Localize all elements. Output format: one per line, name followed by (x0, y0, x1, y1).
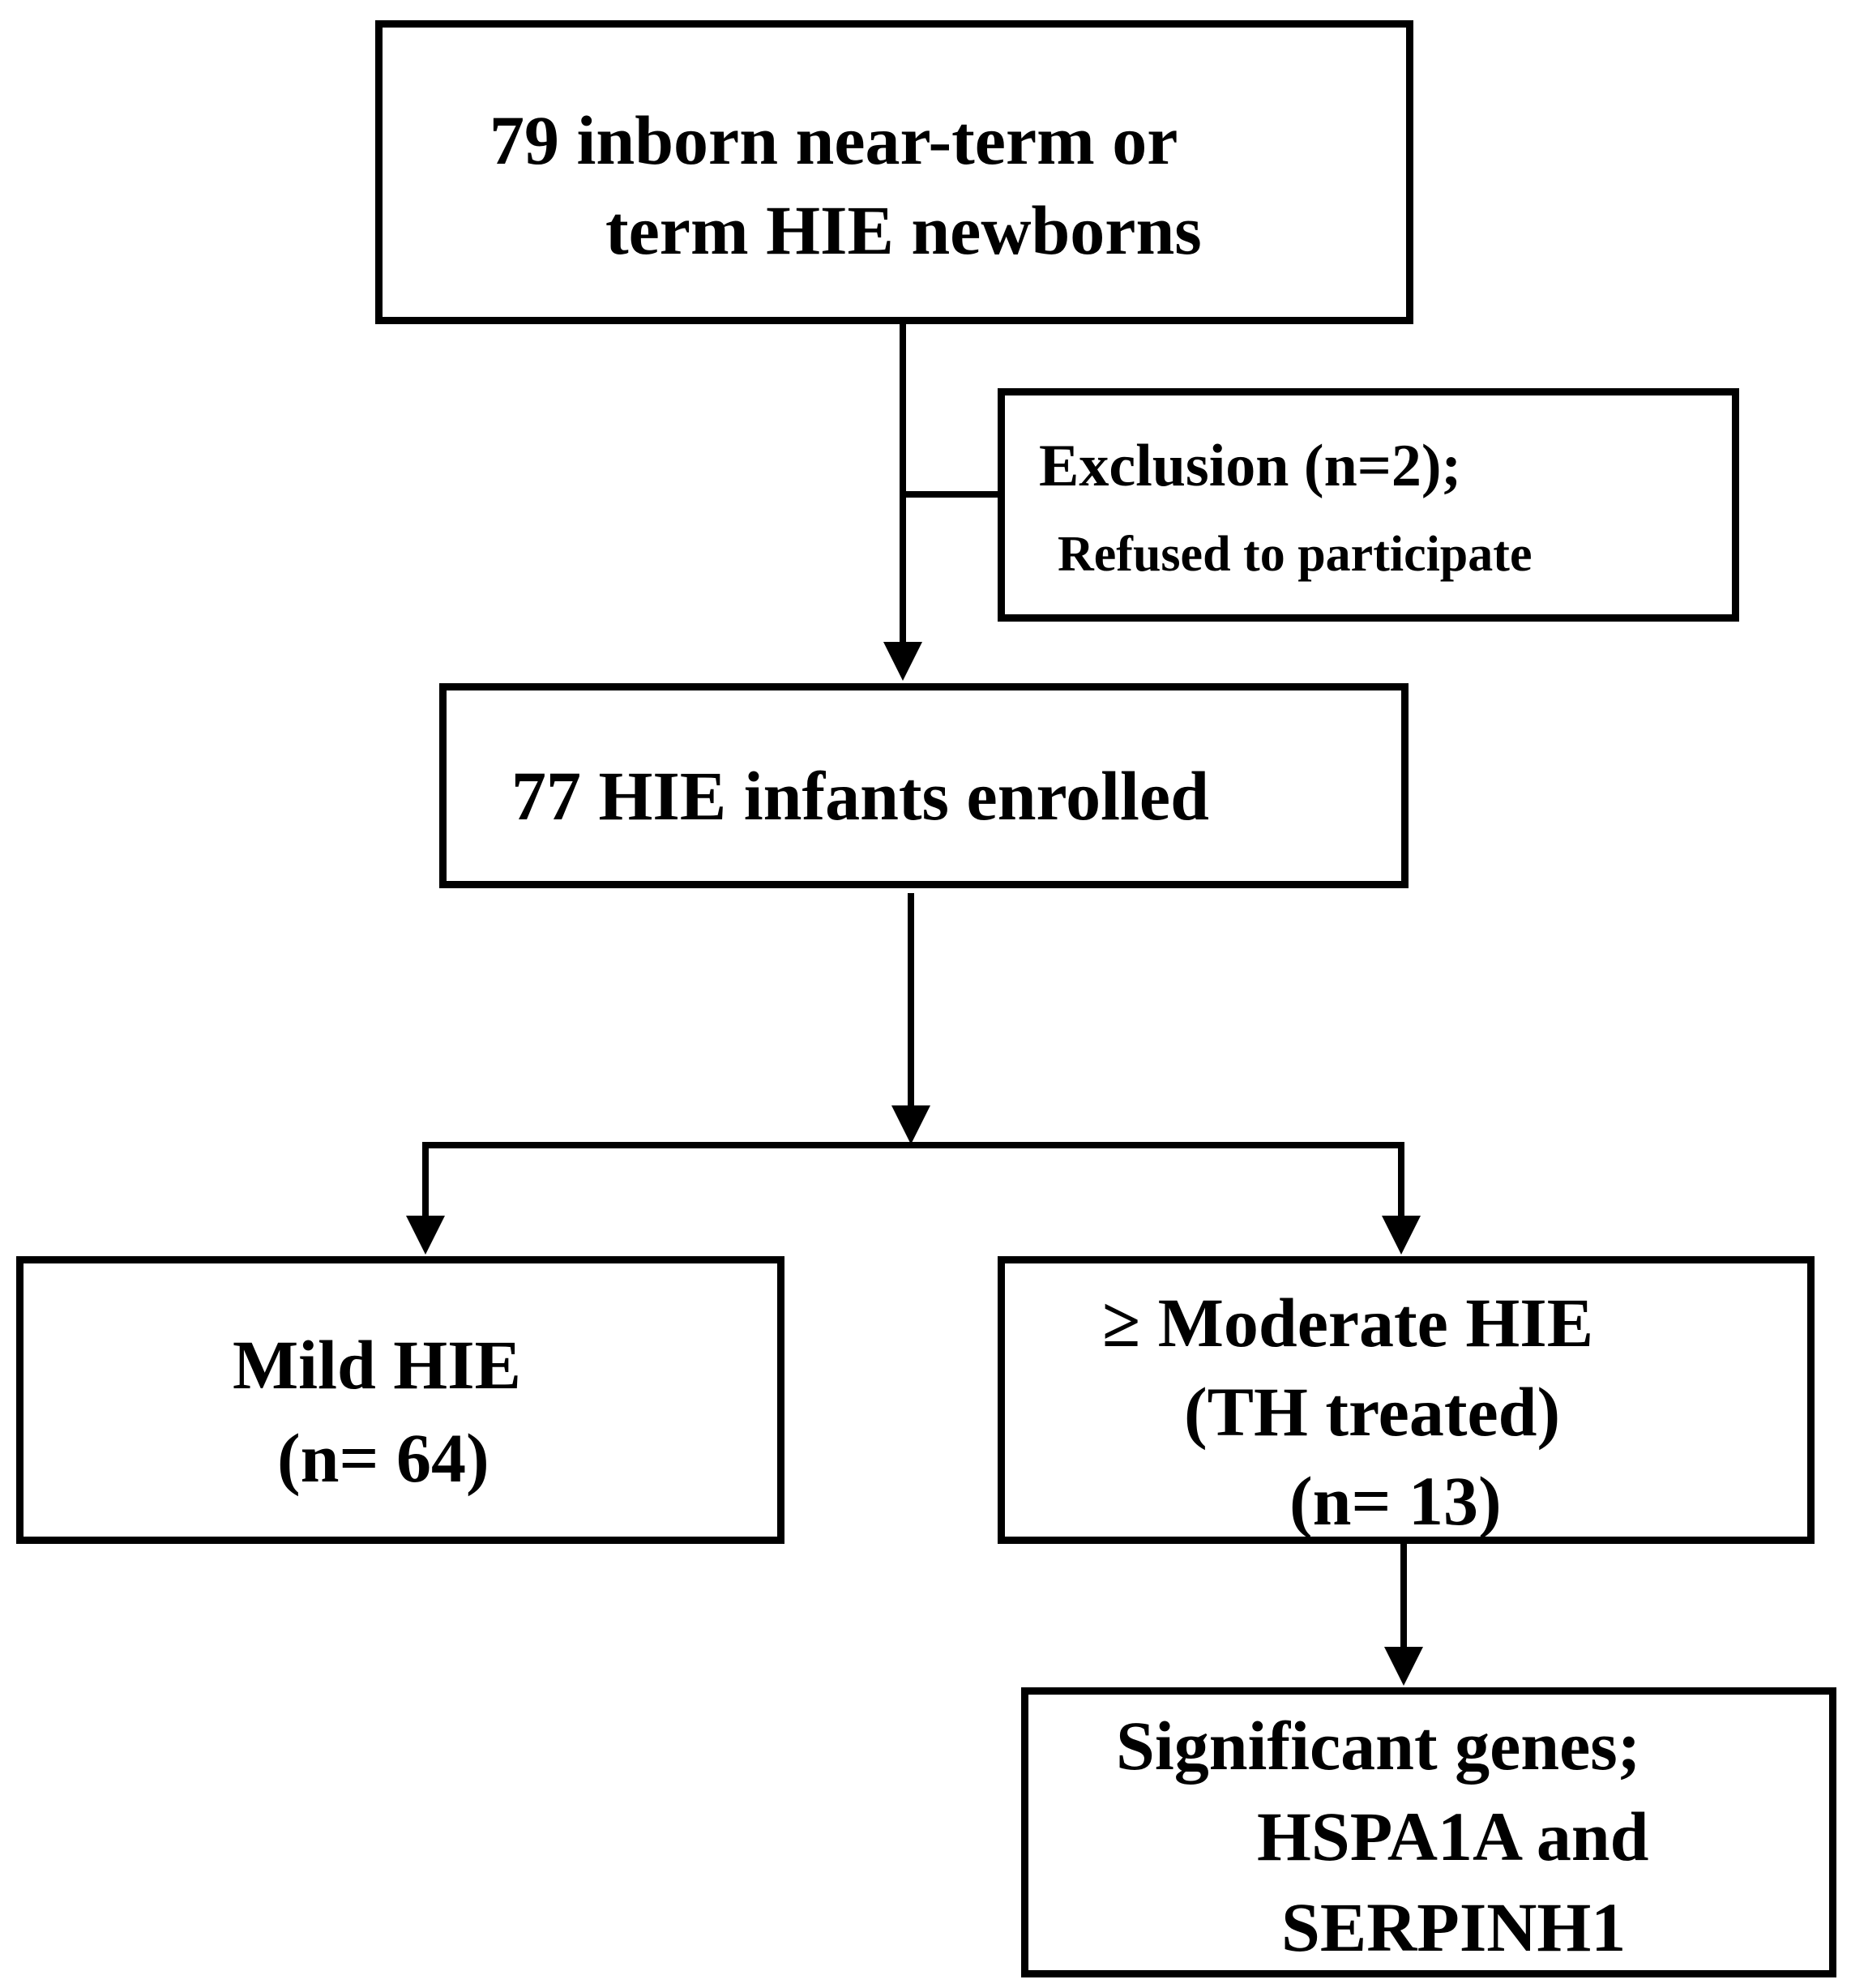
box-exclusion-line1: Exclusion (n=2); (1039, 433, 1462, 499)
box-newborns-line1: 79 inborn near-term or (489, 101, 1178, 179)
box-mild-hie (16, 1256, 784, 1544)
box-newborns (375, 20, 1413, 324)
box-mild-hie-line1: Mild HIE (233, 1326, 522, 1404)
box-moderate-hie-line1: ≥ Moderate HIE (1102, 1284, 1594, 1362)
box-enrolled-line1: 77 HIE infants enrolled (511, 757, 1209, 835)
box-moderate-hie-line2: (TH treated) (1184, 1373, 1561, 1451)
box-significant-genes-line1: Significant genes; (1116, 1707, 1641, 1785)
box-mild-hie-line2: (n= 64) (277, 1419, 489, 1497)
box-significant-genes (1021, 1687, 1836, 1977)
box-enrolled (439, 683, 1409, 888)
box-moderate-hie-line3: (n= 13) (1289, 1462, 1502, 1540)
box-newborns-line2: term HIE newborns (605, 191, 1202, 269)
box-exclusion (998, 388, 1739, 622)
box-exclusion-line2: Refused to participate (1058, 527, 1533, 582)
box-significant-genes-line3: SERPINH1 (1281, 1888, 1627, 1966)
box-significant-genes-line2: HSPA1A and (1257, 1798, 1649, 1875)
box-moderate-hie (998, 1256, 1815, 1544)
